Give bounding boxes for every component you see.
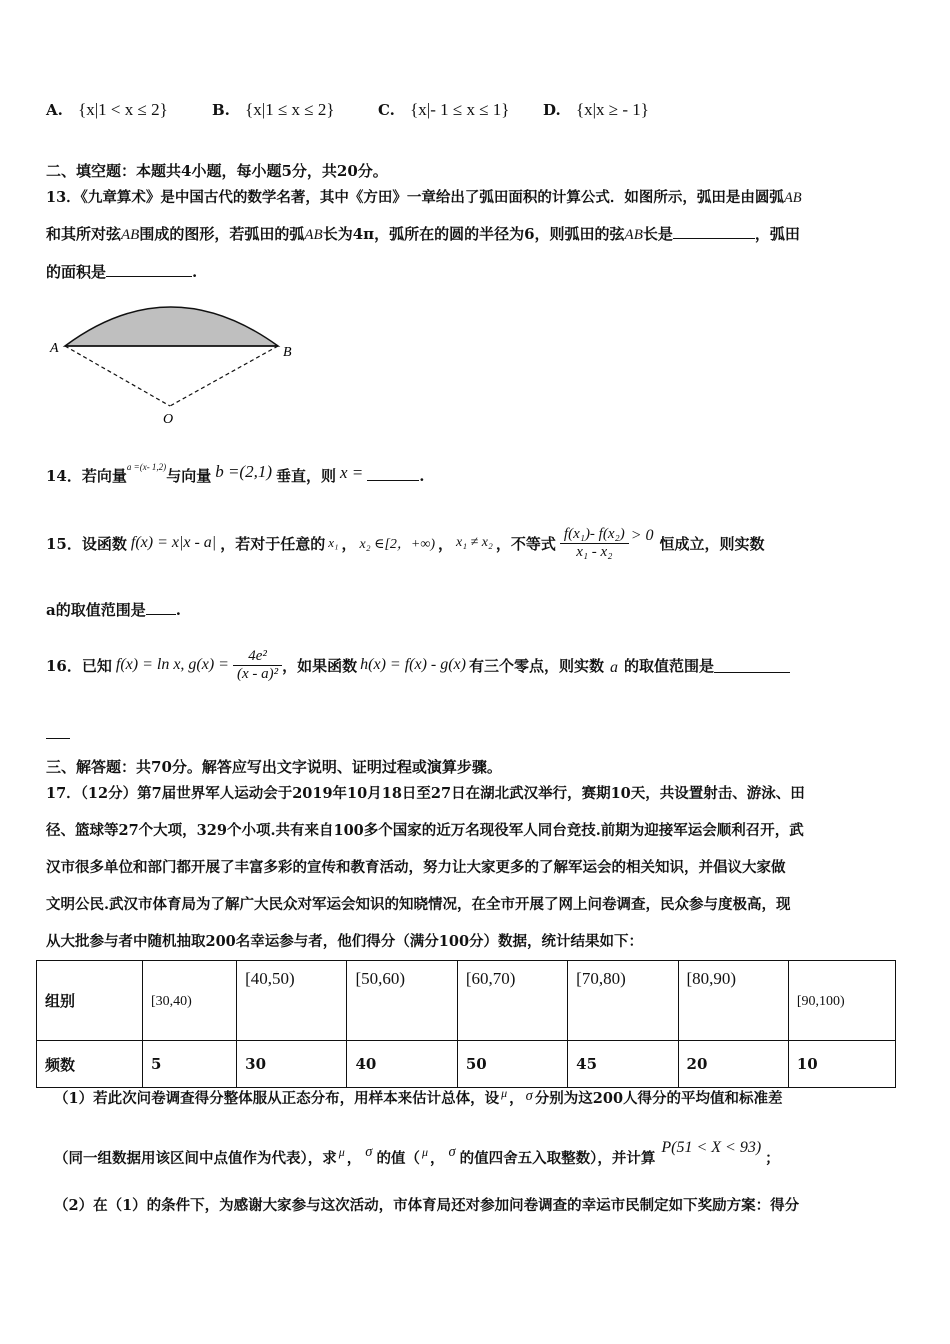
row-header-frequency: 频数 bbox=[37, 1041, 143, 1088]
interval-cell: [30,40) bbox=[143, 961, 237, 1041]
interval-cell: [50,60) bbox=[347, 961, 457, 1041]
row-header-group: 组别 bbox=[37, 961, 143, 1041]
section-2-heading: 二、填空题：本题共4小题，每小题5分，共20分。 bbox=[46, 162, 388, 180]
count-cell: 10 bbox=[788, 1041, 895, 1088]
q15-blank bbox=[146, 600, 176, 615]
label-o: O bbox=[163, 412, 174, 427]
interval-cell: [80,90) bbox=[678, 961, 788, 1041]
radius-ob bbox=[170, 346, 278, 406]
q13-line-3: 的面积是 . bbox=[46, 263, 198, 281]
label-a: A bbox=[50, 341, 59, 356]
q16-blank-continuation bbox=[46, 738, 70, 739]
q14-blank bbox=[367, 466, 419, 481]
interval-cell: [90,100) bbox=[788, 961, 895, 1041]
option-c bbox=[378, 100, 509, 120]
option-d bbox=[543, 100, 649, 120]
radius-oa bbox=[65, 346, 170, 406]
option-b-label: B. bbox=[212, 101, 230, 119]
q14: 14．若向量$^{a =(x- 1,2)}$与向量 b =(2,1) 垂直，则 x = . bbox=[46, 462, 425, 485]
q13-blank-2 bbox=[106, 262, 192, 277]
count-cell: 30 bbox=[237, 1041, 347, 1088]
q16-fraction: $\frac{\text{4e²}}{\text{(x - a)²}}$ bbox=[233, 648, 282, 683]
count-cell: 40 bbox=[347, 1041, 457, 1088]
q17-line-5: 从大批参与者中随机抽取200名幸运参与者，他们得分（满分100分）数据，统计结果如下： bbox=[46, 933, 644, 950]
q15-function: f(x) = x|x - a| bbox=[130, 534, 217, 551]
q17-part1-line-2: （同一组数据用该区间中点值作为代表），求 μ ， σ 的值（ μ ， σ 的值四舍五入取整数），并计算 P(51 < X < 93) ； bbox=[54, 1139, 780, 1167]
vector-b: b =(2,1) bbox=[215, 462, 272, 481]
count-cell: 20 bbox=[678, 1041, 788, 1088]
q15-line-2: a的取值范围是 . bbox=[46, 601, 181, 619]
probability-expression: P(51 < X < 93) bbox=[661, 1139, 762, 1156]
arc-segment-shape bbox=[65, 307, 278, 346]
q15: 15．设函数 f(x) = x|x - a| ，若对于任意的 x₁ ， x₂ ∈[2，+∞) ， x₁ ≠ x₂ ，不等式 $\frac{\text{f(x₁)- f(x₂)}}{\text{x₁ - x₂}}$ > 0 恒成立，则实数 bbox=[46, 525, 765, 560]
option-a-set: {x|1 < x ≤ 2} bbox=[78, 100, 168, 119]
q17-line-3: 汉市很多单位和部门都开展了丰富多彩的宣传和教育活动，努力让大家更多的了解军运会的相关知识，并倡议大家做 bbox=[46, 859, 786, 876]
q13-line-2: 和其所对弦AB围成的图形，若弧田的弧AB长为4π，弧所在的圆的半径为6，则弧田的弦AB长是 ，弧田 bbox=[46, 225, 800, 243]
option-c-set: {x|- 1 ≤ x ≤ 1} bbox=[410, 100, 510, 119]
table-row-intervals bbox=[37, 961, 896, 1041]
label-b: B bbox=[283, 345, 292, 360]
option-a-label: A. bbox=[46, 101, 63, 119]
q13-blank-1 bbox=[673, 224, 755, 239]
option-d-set: {x|x ≥ - 1} bbox=[575, 100, 649, 119]
q17-line-4: 文明公民.武汉市体育局为了解广大民众对军运会知识的知晓情况，在全市开展了网上问卷调查，民众参与度极高，现 bbox=[46, 896, 791, 913]
option-b-set: {x|1 ≤ x ≤ 2} bbox=[245, 100, 335, 119]
q17-line-2: 径、篮球等27个大项，329个小项.共有来自100多个国家的近万名现役军人同台竞技.前期为迎接军运会顺利召开，武 bbox=[46, 822, 804, 839]
frequency-table bbox=[36, 960, 896, 1088]
q13-line-1: 13．《九章算术》是中国古代的数学名著，其中《方田》一章给出了弧田面积的计算公式．如图所示，弧田是由圆弧AB bbox=[46, 189, 802, 206]
option-d-label: D. bbox=[543, 101, 561, 119]
q16-blank bbox=[714, 658, 790, 673]
interval-cell: [60,70) bbox=[457, 961, 567, 1041]
table-row-counts bbox=[37, 1041, 896, 1088]
vector-a: a =(x- 1,2) bbox=[126, 462, 167, 472]
q16: 16．已知 f(x) = ln x, g(x) = $\frac{\text{4e²}}{\text{(x - a)²}}$ ，如果函数 h(x) = f(x) - g(x) 有三个零点，则实数 a 的取值范围是 bbox=[46, 638, 790, 692]
count-cell: 50 bbox=[457, 1041, 567, 1088]
q15-fraction: $\frac{\text{f(x₁)- f(x₂)}}{\text{x₁ - x₂}}$ bbox=[560, 526, 629, 561]
option-c-label: C. bbox=[378, 101, 395, 119]
count-cell: 5 bbox=[143, 1041, 237, 1088]
interval-cell: [70,80) bbox=[568, 961, 678, 1041]
interval-cell: [40,50) bbox=[237, 961, 347, 1041]
arc-field-figure bbox=[40, 288, 310, 428]
option-a bbox=[46, 100, 168, 120]
section-3-heading: 三、解答题：共70分。解答应写出文字说明、证明过程或演算步骤。 bbox=[46, 758, 502, 776]
count-cell: 45 bbox=[568, 1041, 678, 1088]
option-b bbox=[212, 100, 335, 120]
q17-part1-line-1: （1）若此次问卷调查得分整体服从正态分布，用样本来估计总体，设 $^\mu$ ， σ 分别为这200人得分的平均值和标准差 bbox=[54, 1086, 783, 1107]
q17-line-1: 17．（12分）第7届世界军人运动会于2019年10月18日至27日在湖北武汉举行，赛期10天，共设置射击、游泳、田 bbox=[46, 785, 805, 802]
q17-part2: （2）在（1）的条件下，为感谢大家参与这次活动，市体育局还对参加问卷调查的幸运市民制定如下奖励方案：得分 bbox=[54, 1197, 800, 1214]
